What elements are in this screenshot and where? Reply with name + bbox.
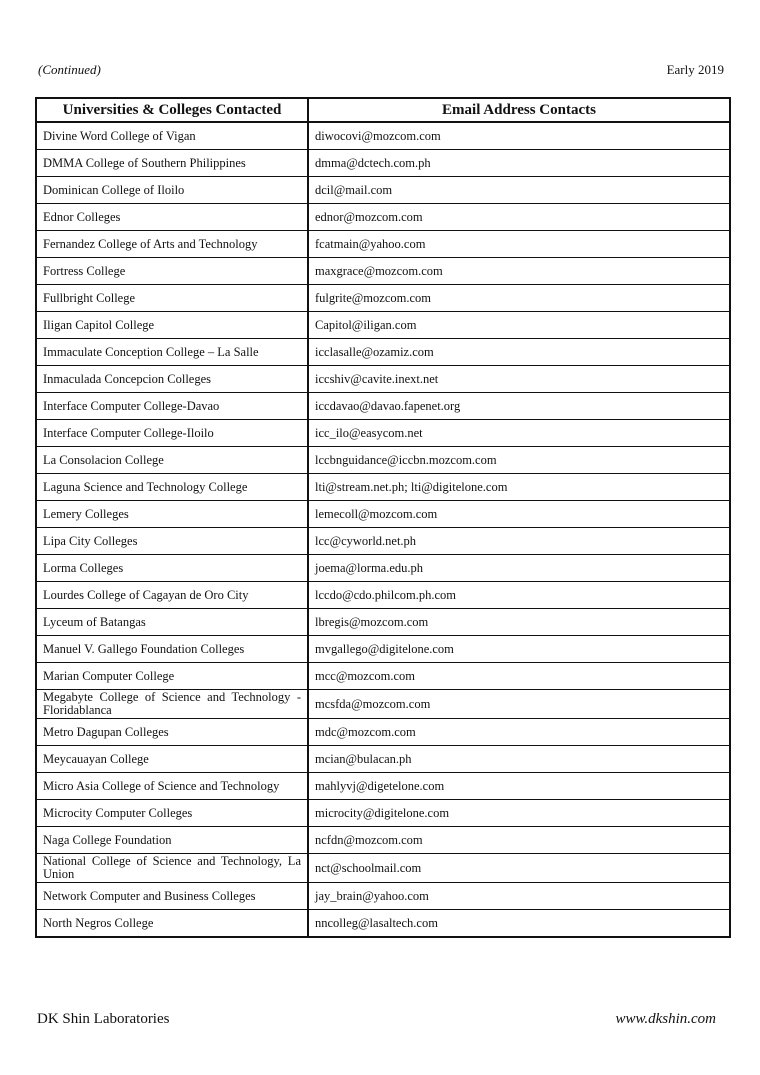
contacts-table [35, 97, 731, 938]
footer-website: www.dkshin.com [615, 1011, 716, 1027]
table-row [36, 827, 730, 854]
institution-name: Lourdes College of Cagayan de Oro City [36, 582, 308, 609]
table-row [36, 150, 730, 177]
email-address: dcil@mail.com [308, 177, 730, 204]
institution-name: Immaculate Conception College – La Salle [36, 339, 308, 366]
email-address: diwocovi@mozcom.com [308, 122, 730, 150]
column-header-email: Email Address Contacts [308, 98, 730, 122]
table-row [36, 420, 730, 447]
email-address: lti@stream.net.ph; lti@digitelone.com [308, 474, 730, 501]
table-row [36, 447, 730, 474]
email-address: Capitol@iligan.com [308, 312, 730, 339]
email-address: icclasalle@ozamiz.com [308, 339, 730, 366]
email-address: nncolleg@lasaltech.com [308, 910, 730, 938]
email-address: dmma@dctech.com.ph [308, 150, 730, 177]
email-address: ednor@mozcom.com [308, 204, 730, 231]
institution-name: Metro Dagupan Colleges [36, 719, 308, 746]
table-row [36, 883, 730, 910]
institution-name: Divine Word College of Vigan [36, 122, 308, 150]
institution-name: National College of Science and Technology, La Union [36, 854, 308, 883]
table-row [36, 393, 730, 420]
institution-name: North Negros College [36, 910, 308, 938]
institution-name: Lyceum of Batangas [36, 609, 308, 636]
email-address: joema@lorma.edu.ph [308, 555, 730, 582]
email-address: nct@schoolmail.com [308, 854, 730, 883]
email-address: icc_ilo@easycom.net [308, 420, 730, 447]
table-header-row [36, 98, 730, 122]
email-address: lemecoll@mozcom.com [308, 501, 730, 528]
email-address: lccbnguidance@iccbn.mozcom.com [308, 447, 730, 474]
institution-name: Interface Computer College-Iloilo [36, 420, 308, 447]
email-address: jay_brain@yahoo.com [308, 883, 730, 910]
institution-name: Micro Asia College of Science and Technology [36, 773, 308, 800]
table-row [36, 609, 730, 636]
institution-name: Meycauayan College [36, 746, 308, 773]
institution-name: Naga College Foundation [36, 827, 308, 854]
institution-name: Iligan Capitol College [36, 312, 308, 339]
table-row [36, 746, 730, 773]
email-address: fulgrite@mozcom.com [308, 285, 730, 312]
email-address: iccdavao@davao.fapenet.org [308, 393, 730, 420]
institution-name: Microcity Computer Colleges [36, 800, 308, 827]
table-row [36, 285, 730, 312]
date-label: Early 2019 [666, 62, 724, 77]
institution-name: Manuel V. Gallego Foundation Colleges [36, 636, 308, 663]
email-address: mcian@bulacan.ph [308, 746, 730, 773]
email-address: microcity@digitelone.com [308, 800, 730, 827]
table-row [36, 122, 730, 150]
table-row [36, 528, 730, 555]
email-address: mahlyvj@digetelone.com [308, 773, 730, 800]
email-address: mcsfda@mozcom.com [308, 690, 730, 719]
table-row [36, 800, 730, 827]
table-row [36, 312, 730, 339]
institution-name: Megabyte College of Science and Technology - Floridablanca [36, 690, 308, 719]
email-address: mdc@mozcom.com [308, 719, 730, 746]
institution-name: Ednor Colleges [36, 204, 308, 231]
table-row [36, 258, 730, 285]
institution-name: Dominican College of Iloilo [36, 177, 308, 204]
table-row [36, 690, 730, 719]
email-address: lbregis@mozcom.com [308, 609, 730, 636]
institution-name: Fernandez College of Arts and Technology [36, 231, 308, 258]
institution-name: Inmaculada Concepcion Colleges [36, 366, 308, 393]
table-row [36, 555, 730, 582]
table-row [36, 339, 730, 366]
institution-name: Lemery Colleges [36, 501, 308, 528]
email-address: lccdo@cdo.philcom.ph.com [308, 582, 730, 609]
table-row [36, 719, 730, 746]
table-row [36, 474, 730, 501]
institution-name: La Consolacion College [36, 447, 308, 474]
institution-name: Fortress College [36, 258, 308, 285]
institution-name: Lorma Colleges [36, 555, 308, 582]
table-row [36, 854, 730, 883]
email-address: mvgallego@digitelone.com [308, 636, 730, 663]
table-row [36, 910, 730, 938]
table-row [36, 501, 730, 528]
table-row [36, 366, 730, 393]
table-row [36, 636, 730, 663]
column-header-institution: Universities & Colleges Contacted [36, 98, 308, 122]
continued-label: (Continued) [38, 62, 101, 77]
email-address: ncfdn@mozcom.com [308, 827, 730, 854]
institution-name: Lipa City Colleges [36, 528, 308, 555]
institution-name: Interface Computer College-Davao [36, 393, 308, 420]
email-address: fcatmain@yahoo.com [308, 231, 730, 258]
table-row [36, 231, 730, 258]
email-address: iccshiv@cavite.inext.net [308, 366, 730, 393]
table-row [36, 773, 730, 800]
institution-name: Network Computer and Business Colleges [36, 883, 308, 910]
email-address: mcc@mozcom.com [308, 663, 730, 690]
table-row [36, 177, 730, 204]
email-address: lcc@cyworld.net.ph [308, 528, 730, 555]
table-row [36, 663, 730, 690]
institution-name: Marian Computer College [36, 663, 308, 690]
footer-company: DK Shin Laboratories [37, 1011, 170, 1027]
institution-name: DMMA College of Southern Philippines [36, 150, 308, 177]
table-row [36, 582, 730, 609]
email-address: maxgrace@mozcom.com [308, 258, 730, 285]
institution-name: Laguna Science and Technology College [36, 474, 308, 501]
table-row [36, 204, 730, 231]
institution-name: Fullbright College [36, 285, 308, 312]
